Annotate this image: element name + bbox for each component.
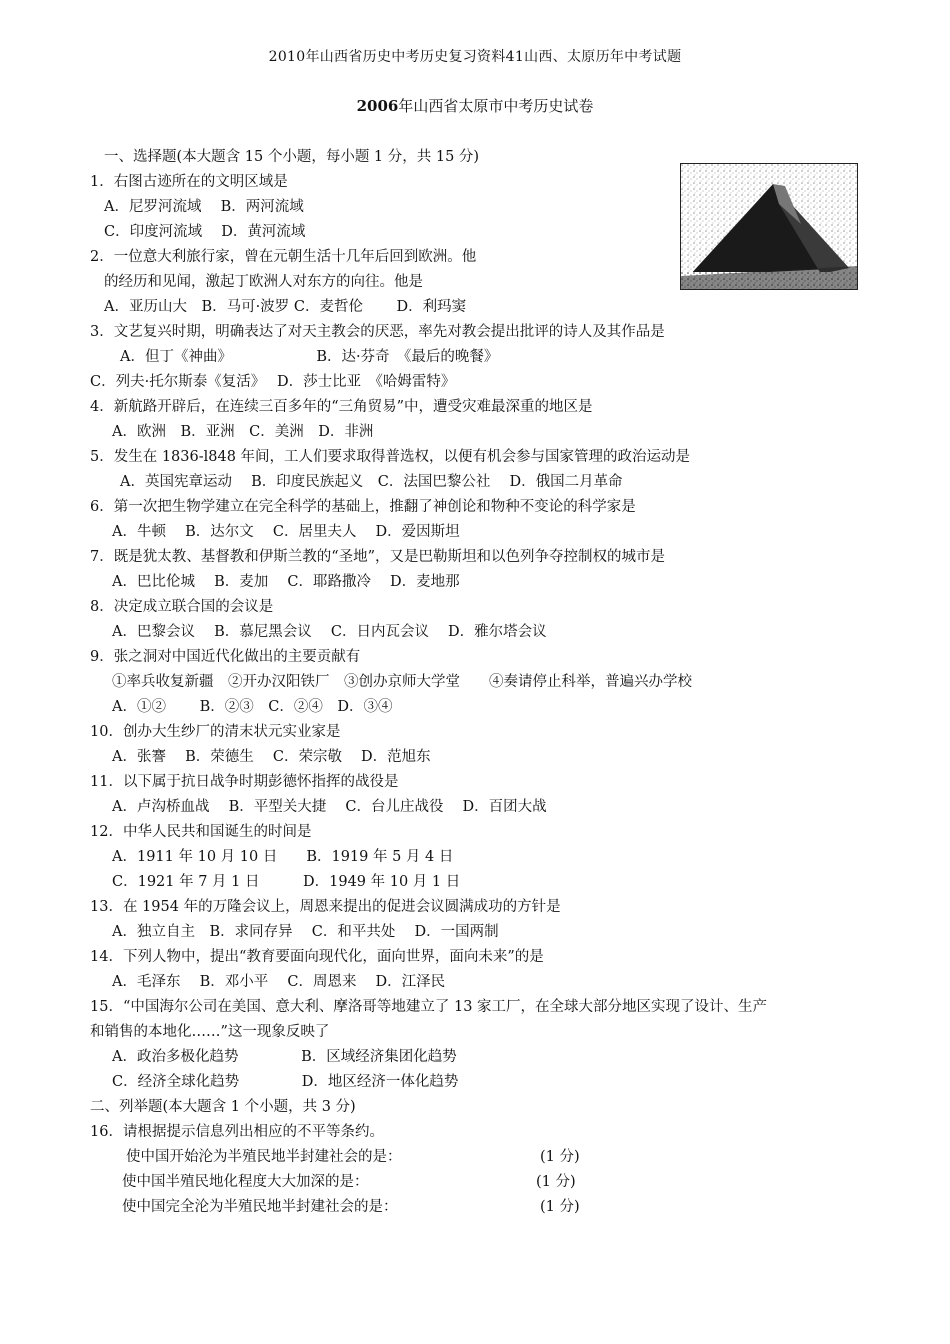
- q16-item-1: [90, 1145, 870, 1170]
- question-1: 1．右图古迹所在的文明区域是: [90, 174, 288, 190]
- question-6: 6．第一次把生物学建立在完全科学的基础上，推翻了神创论和物种不变论的科学家是: [90, 499, 636, 515]
- exam-title-year: 2006: [356, 97, 399, 115]
- exam-title-text: 年山西省太原市中考历史试卷: [398, 97, 594, 115]
- header-text: 年山西省历史中考历史复习资料: [305, 49, 506, 65]
- q6-options: A．牛顿 B．达尔文 C．居里夫人 D．爱因斯坦: [112, 524, 460, 540]
- question-15: 15．“中国海尔公司在美国、意大利、摩洛哥等地建立了 13 家工厂，在全球大部分地区实现了设计、生产: [90, 999, 768, 1015]
- q16-item-2-prompt: 使中国半殖民地化程度大大加深的是：: [122, 1174, 369, 1190]
- q3-options-cd: C．列夫·托尔斯泰《复活》 D．莎士比亚 《哈姆雷特》: [90, 374, 456, 390]
- question-7: 7．既是犹太教、基督教和伊斯兰教的“圣地”，又是巴勒斯坦和以色列争夺控制权的城市是: [90, 549, 666, 565]
- question-16: 16．请根据提示信息列出相应的不平等条约。: [90, 1124, 384, 1140]
- q13-options: A．独立自主 B．求同存异 C．和平共处 D．一国两制: [112, 924, 499, 940]
- q16-item-3-points: (1 分): [540, 1199, 580, 1215]
- question-14: 14．下列人物中，提出“教育要面向现代化，面向世界，面向未来”的是: [90, 949, 544, 965]
- header-text2: 山西、太原历年中考试题: [524, 49, 682, 65]
- question-15-cont: 和销售的本地化……”这一现象反映了: [90, 1024, 330, 1040]
- q16-item-3: [90, 1195, 870, 1220]
- q4-options: A．欧洲 B．亚洲 C．美洲 D．非洲: [112, 424, 374, 440]
- section-2-heading: 二、列举题(本大题含 1 个小题，共 3 分): [90, 1099, 356, 1115]
- section-1-heading: 一、选择题(本大题含 15 个小题，每小题 1 分，共 15 分): [104, 149, 480, 165]
- header-year: 2010: [268, 49, 306, 65]
- q11-options: A．卢沟桥血战 B．平型关大捷 C．台儿庄战役 D．百团大战: [112, 799, 547, 815]
- question-2-cont: 的经历和见闻，激起丁欧洲人对东方的向往。他是: [104, 274, 423, 290]
- question-10: 10．创办大生纱厂的清末状元实业家是: [90, 724, 341, 740]
- q16-item-1-prompt: 使中国开始沦为半殖民地半封建社会的是：: [126, 1149, 402, 1165]
- q5-options: A．英国宪章运动 B．印度民族起义 C．法国巴黎公社 D．俄国二月革命: [120, 474, 623, 490]
- q15-options-ab: A．政治多极化趋势 B．区域经济集团化趋势: [112, 1049, 457, 1065]
- q12-options-ab: A．1911 年 10 月 10 日 B．1919 年 5 月 4 日: [112, 849, 454, 865]
- q16-item-2-points: (1 分): [536, 1174, 576, 1190]
- question-8: 8．决定成立联合国的会议是: [90, 599, 274, 615]
- q3-options-ab: A．但丁《神曲》 B．达·芬奇 《最后的晚餐》: [120, 349, 499, 365]
- q16-item-1-points: (1 分): [540, 1149, 580, 1165]
- exam-body: [90, 145, 870, 1220]
- q1-options-cd: C．印度河流域 D．黄河流域: [104, 224, 306, 240]
- q15-options-cd: C．经济全球化趋势 D．地区经济一体化趋势: [112, 1074, 459, 1090]
- q2-options: A．亚历山大 B．马可·波罗 C．麦哲伦 D．利玛窦: [104, 299, 467, 315]
- question-4: 4．新航路开辟后，在连续三百多年的“三角贸易”中，遭受灾难最深重的地区是: [90, 399, 593, 415]
- q7-options: A．巴比伦城 B．麦加 C．耶路撒冷 D．麦地那: [112, 574, 460, 590]
- q9-statements: ①率兵收复新疆 ②开办汉阳铁厂 ③创办京师大学堂 ④奏请停止科举，普遍兴办学校: [112, 674, 692, 690]
- q16-item-2: [90, 1170, 870, 1195]
- q12-options-cd: C．1921 年 7 月 1 日 D．1949 年 10 月 1 日: [112, 874, 461, 890]
- question-11: 11．以下属于抗日战争时期彭德怀指挥的战役是: [90, 774, 399, 790]
- q9-options: A．①② B．②③ C．②④ D．③④: [112, 699, 393, 715]
- question-5: 5．发生在 1836-l848 年间，工人们要求取得普选权，以便有机会参与国家管理的政治运动是: [90, 449, 691, 465]
- question-3: 3．文艺复兴时期，明确表达了对天主教会的厌恶，率先对教会提出批评的诗人及其作品是: [90, 324, 665, 340]
- q1-options-ab: A．尼罗河流域 B．两河流域: [104, 199, 304, 215]
- exam-title: [0, 95, 950, 116]
- header-num: 41: [505, 49, 525, 65]
- q16-item-3-prompt: 使中国完全沦为半殖民地半封建社会的是：: [122, 1199, 398, 1215]
- q14-options: A．毛泽东 B．邓小平 C．周恩来 D．江泽民: [112, 974, 446, 990]
- question-9: 9．张之洞对中国近代化做出的主要贡献有: [90, 649, 361, 665]
- question-12: 12．中华人民共和国诞生的时间是: [90, 824, 312, 840]
- question-2: 2．一位意大利旅行家，曾在元朝生活十几年后回到欧洲。他: [90, 249, 477, 265]
- q10-options: A．张謇 B．荣德生 C．荣宗敬 D．范旭东: [112, 749, 431, 765]
- question-13: 13．在 1954 年的万隆会议上，周恩来提出的促进会议圆满成功的方针是: [90, 899, 561, 915]
- q8-options: A．巴黎会议 B．慕尼黑会议 C．日内瓦会议 D．雅尔塔会议: [112, 624, 547, 640]
- page-header: [0, 46, 950, 66]
